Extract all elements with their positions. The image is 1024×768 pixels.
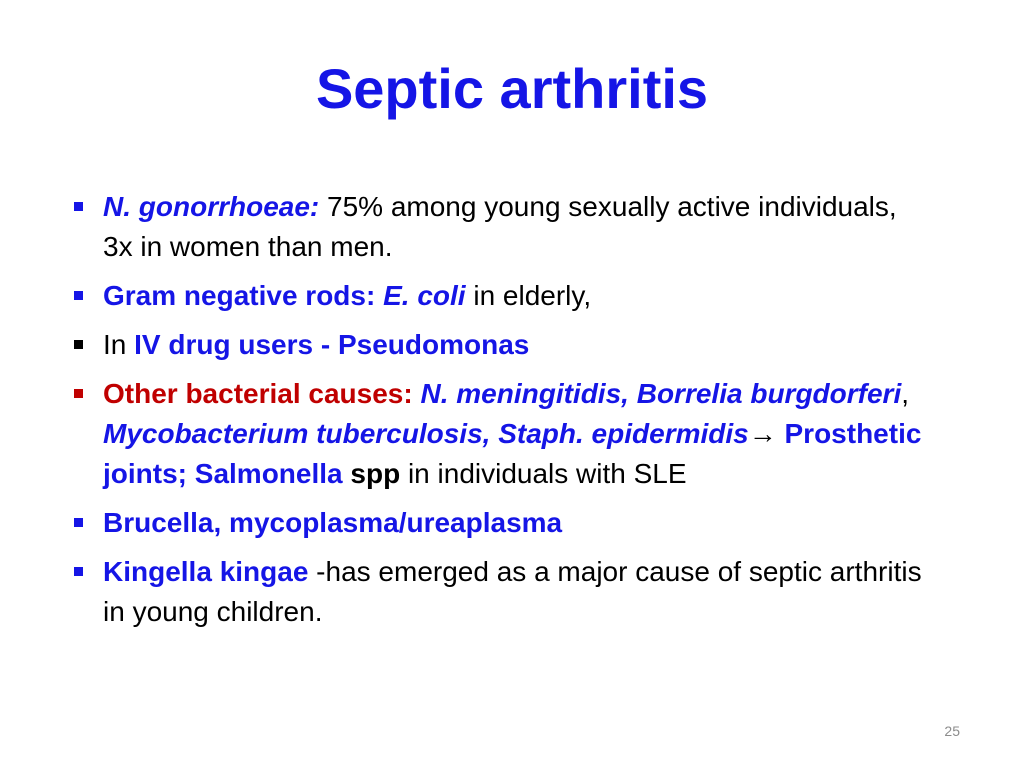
organism-name: Borrelia burgdorferi xyxy=(636,378,902,409)
square-bullet-icon xyxy=(74,340,83,349)
square-bullet-icon xyxy=(74,518,83,527)
square-bullet-icon xyxy=(74,291,83,300)
organism-name: Mycobacterium tuberculosis xyxy=(103,418,483,449)
bullet-heading: Brucella, mycoplasma/ureaplasma xyxy=(103,507,563,538)
bullet-item-iv-drug-users xyxy=(72,325,932,365)
organism-name: N. gonorrhoeae: xyxy=(103,191,320,222)
slide-number: 25 xyxy=(944,723,960,739)
bullet-text: -has emerged as a major cause of septic arthritis in young children. xyxy=(103,556,922,627)
bullet-text: spp xyxy=(350,458,401,489)
bullet-item-kingella xyxy=(72,552,932,632)
bullet-heading: Gram negative rods: xyxy=(103,280,384,311)
arrow-text: → xyxy=(748,418,785,449)
bullet-item-gram-negative xyxy=(72,276,932,316)
bullet-text: in elderly, xyxy=(465,280,592,311)
square-bullet-icon xyxy=(74,567,83,576)
bullet-item-gonorrhoeae xyxy=(72,187,932,267)
bullet-heading: Prosthetic joints; Salmonella xyxy=(103,418,922,489)
bullet-text: in individuals with SLE xyxy=(400,458,687,489)
bullet-list xyxy=(72,187,932,641)
bullet-item-other-causes xyxy=(72,374,932,494)
separator-text: , xyxy=(621,378,637,409)
separator-text: , xyxy=(901,378,909,409)
organism-name: N. meningitidis xyxy=(420,378,622,409)
bullet-text: 75% among young sexually active individuals, 3x in women than men. xyxy=(103,191,897,262)
bullet-heading: IV drug users - Pseudomonas xyxy=(134,329,530,360)
bullet-item-brucella xyxy=(72,503,932,543)
separator-text: , xyxy=(482,418,499,449)
bullet-text: In xyxy=(103,329,135,360)
organism-name: E. coli xyxy=(383,280,466,311)
bullet-heading: Kingella kingae xyxy=(103,556,309,587)
square-bullet-icon xyxy=(74,389,83,398)
organism-name: Staph. epidermidis xyxy=(498,418,749,449)
slide-title: Septic arthritis xyxy=(315,57,709,120)
bullet-heading: Other bacterial causes: xyxy=(103,378,421,409)
square-bullet-icon xyxy=(74,202,83,211)
